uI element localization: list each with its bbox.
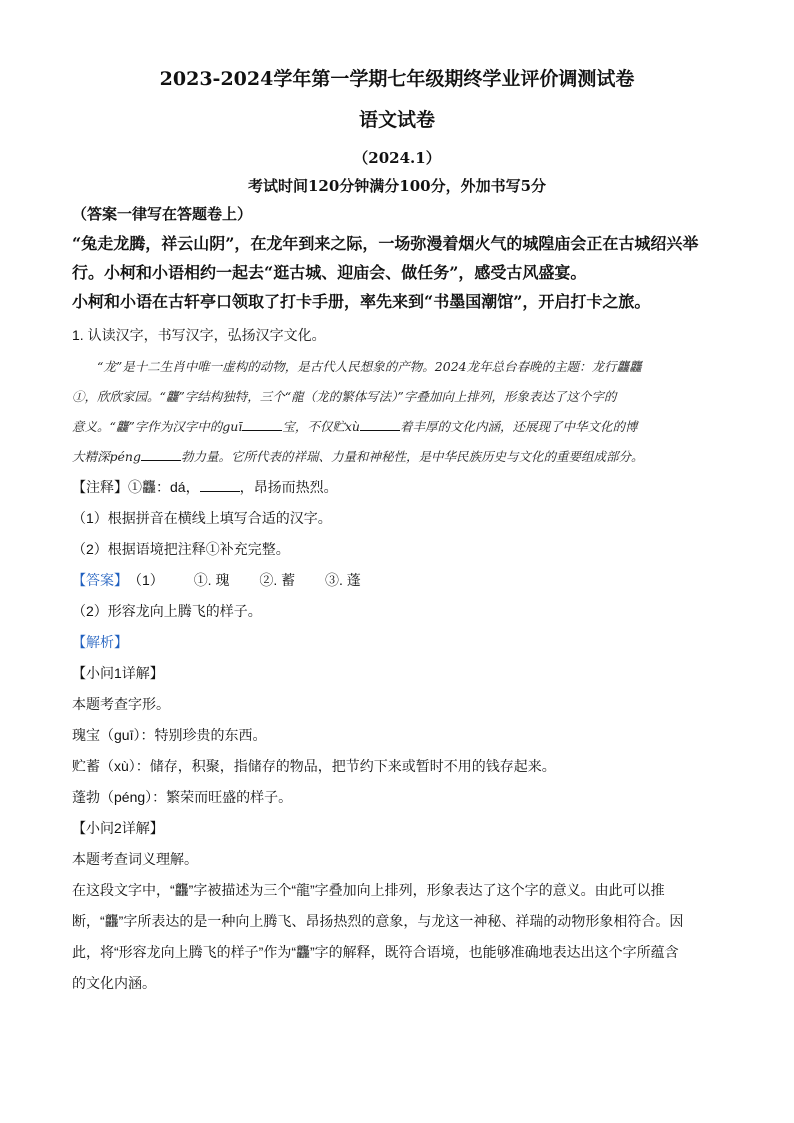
- sub-question-1: （1）根据拼音在横线上填写合适的汉字。: [72, 509, 332, 526]
- note-prefix: 【注释】①龘：dá，: [72, 478, 200, 495]
- passage-line-2: ①，欣欣家园。“龘”字结构独特，三个“龍（龙的繁体写法）”字叠加向上排列，形象表达了这个字的: [72, 388, 617, 404]
- answer-option-2: ②. 蓄: [259, 571, 296, 588]
- passage-line-4: [72, 442, 722, 472]
- note-suffix: ，昂扬而热烈。: [239, 478, 338, 495]
- note-blank: [200, 479, 240, 492]
- answer-tag: 【答案】: [72, 571, 128, 588]
- analysis-item-2: 贮蓄（xù）：储存，积聚，指储存的物品，把节约下来或暂时不用的钱存起来。: [72, 757, 556, 774]
- analysis-para-line: 在这段文字中，“龘”字被描述为三个“龍”字叠加向上排列，形象表达了这个字的意义。由此可以推: [72, 881, 665, 898]
- passage-line-3: [72, 412, 722, 442]
- exam-time-info: 考试时间120分钟满分100分，外加书写5分: [247, 176, 547, 195]
- answer-option-3: ③. 蓬: [325, 571, 361, 588]
- note-line: [72, 472, 722, 503]
- blank-1: [242, 418, 282, 431]
- passage-text: 着丰厚的文化内涵，还展现了中华文化的博: [399, 418, 638, 434]
- answer-part-2: （2）形容龙向上腾飞的样子。: [72, 602, 262, 619]
- pinyin-gui: guī: [222, 418, 243, 434]
- answer-instruction: （答案一律写在答题卷上）: [72, 204, 253, 223]
- analysis-tag: 【解析】: [72, 633, 128, 650]
- analysis-para-line: 此，将“形容龙向上腾飞的样子”作为“龘”字的解释，既符合语境，也能够准确地表达出这个字所蕴含: [72, 943, 679, 960]
- question-1-label: 1. 认读汉字，书写汉字，弘扬汉字文化。: [72, 326, 326, 343]
- intro-line-2: 行。小柯和小语相约一起去“逛古城、迎庙会、做任务”，感受古风盛宴。: [72, 262, 587, 282]
- analysis-item-1: 瑰宝（guī）：特别珍贵的东西。: [72, 726, 267, 743]
- exam-subtitle: 语文试卷: [358, 108, 435, 131]
- passage-text: 宝，不仅贮: [282, 418, 345, 434]
- answer-line: [72, 565, 722, 596]
- analysis-sub-2-title: 【小问2详解】: [72, 819, 164, 836]
- analysis-item-3: 蓬勃（péng）：繁荣而旺盛的样子。: [72, 788, 293, 805]
- answer-option-1: ①. 瑰: [193, 571, 230, 588]
- exam-date: （2024.1）: [353, 148, 441, 167]
- blank-3: [141, 448, 181, 461]
- analysis-sub-1-intro: 本题考查字形。: [72, 695, 170, 712]
- passage-text: 大精深: [72, 448, 110, 464]
- passage-text: 意义。“龘”字作为汉字中的: [72, 418, 223, 434]
- analysis-sub-2-intro: 本题考查词义理解。: [72, 850, 198, 867]
- passage-line-1: “龙”是十二生肖中唯一虚构的动物，是古代人民想象的产物。2024龙年总台春晚的主题：龙行龘龘: [97, 358, 642, 374]
- analysis-sub-2-paragraph: [72, 875, 722, 999]
- sub-question-2: （2）根据语境把注释①补充完整。: [72, 540, 290, 557]
- question-1-passage: [72, 352, 722, 472]
- analysis-para-line: 断，“龘”字所表达的是一种向上腾飞、昂扬热烈的意象，与龙这一神秘、祥瑞的动物形象相符合。因: [72, 912, 684, 929]
- pinyin-peng: péng: [109, 448, 141, 464]
- pinyin-xu: xù: [344, 418, 360, 434]
- intro-line-3: 小柯和小语在古轩亭口领取了打卡手册，率先来到“书墨国潮馆”，开启打卡之旅。: [72, 291, 651, 311]
- exam-title: 2023-2024学年第一学期七年级期终学业评价调测试卷: [159, 68, 635, 90]
- answer-part-1-label: （1）: [128, 571, 164, 588]
- blank-2: [360, 418, 400, 431]
- analysis-para-line: 的文化内涵。: [72, 974, 156, 991]
- passage-text: 勃力量。它所代表的祥瑞、力量和神秘性，是中华民族历史与文化的重要组成部分。: [180, 448, 644, 464]
- intro-line-1: “兔走龙腾，祥云山阴”，在龙年到来之际，一场弥漫着烟火气的城隍庙会正在古城绍兴举: [72, 233, 699, 253]
- analysis-sub-1-title: 【小问1详解】: [72, 664, 164, 681]
